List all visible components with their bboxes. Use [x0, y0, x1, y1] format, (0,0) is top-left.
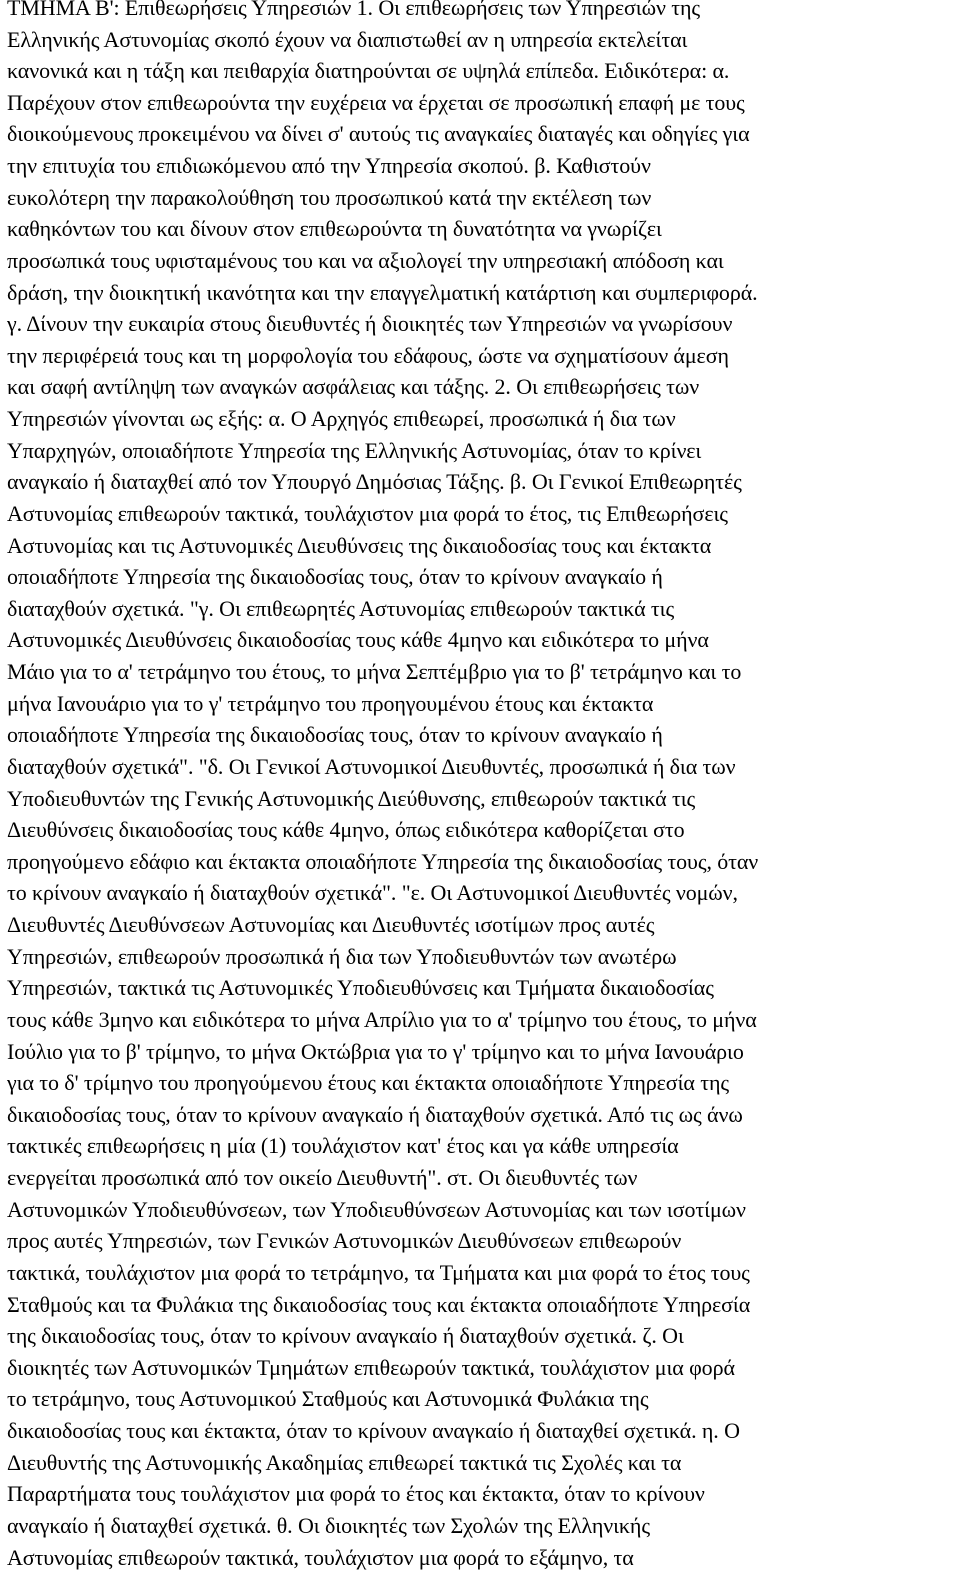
- text-line-2: Ελληνικής Αστυνομίας σκοπό έχουν να διαπιστωθεί αν η υπηρεσία εκτελείται: [7, 27, 688, 52]
- text-line-9: προσωπικά τους υφισταμένους του και να αξιολογεί την υπηρεσιακή απόδοση και: [7, 248, 724, 273]
- text-line-43: της δικαιοδοσίας τους, όταν το κρίνουν αναγκαίο ή διαταχθούν σχετικά. ζ. Οι: [7, 1323, 684, 1348]
- text-line-13: και σαφή αντίληψη των αναγκών ασφάλειας και τάξης. 2. Οι επιθεωρήσεις των: [7, 374, 700, 399]
- text-line-14: Υπηρεσιών γίνονται ως εξής: α. Ο Αρχηγός επιθεωρεί, προσωπικά ή δια των: [7, 406, 676, 431]
- text-line-8: καθηκόντων του και δίνουν στον επιθεωρούντα τη δυνατότητα να γνωρίζει: [7, 216, 662, 241]
- text-line-17: Αστυνομίας επιθεωρούν τακτικά, τουλάχιστον μια φορά το έτος, τις Επιθεωρήσεις: [7, 501, 728, 526]
- text-line-39: Αστυνομικών Υποδιευθύνσεων, των Υποδιευθύνσεων Αστυνομίας και των ισοτίμων: [7, 1197, 746, 1222]
- text-line-28: προηγούμενο εδάφιο και έκτακτα οποιαδήποτε Υπηρεσία της δικαιοδοσίας τους, όταν: [7, 849, 759, 874]
- text-line-20: διαταχθούν σχετικά. "γ. Οι επιθεωρητές Αστυνομίας επιθεωρούν τακτικά τις: [7, 596, 675, 621]
- text-line-42: Σταθμούς και τα Φυλάκια της δικαιοδοσίας τους και έκτακτα οποιαδήποτε Υπηρεσία: [7, 1292, 751, 1317]
- text-line-29: το κρίνουν αναγκαίο ή διαταχθούν σχετικά". "ε. Οι Αστυνομικοί Διευθυντές νομών,: [7, 880, 738, 905]
- text-line-48: Παραρτήματα τους τουλάχιστον μια φορά το έτος και έκτακτα, όταν το κρίνουν: [7, 1481, 705, 1506]
- text-line-19: οποιαδήποτε Υπηρεσία της δικαιοδοσίας τους, όταν το κρίνουν αναγκαίο ή: [7, 564, 663, 589]
- text-line-49: αναγκαίο ή διαταχθεί σχετικά. θ. Οι διοικητές των Σχολών της Ελληνικής: [7, 1513, 650, 1538]
- text-line-12: την περιφέρειά τους και τη μορφολογία του εδάφους, ώστε να σχηματίσουν άμεση: [7, 343, 729, 368]
- text-line-16: αναγκαίο ή διαταχθεί από τον Υπουργό Δημόσιας Τάξης. β. Οι Γενικοί Επιθεωρητές: [7, 469, 742, 494]
- text-line-37: τακτικές επιθεωρήσεις η μία (1) τουλάχιστον κατ' έτος και γα κάθε υπηρεσία: [7, 1133, 679, 1158]
- text-line-46: δικαιοδοσίας τους και έκτακτα, όταν το κρίνουν αναγκαίο ή διαταχθεί σχετικά. η. Ο: [7, 1418, 740, 1443]
- text-line-22: Μάιο για το α' τετράμηνο του έτους, το μήνα Σεπτέμβριο για το β' τετράμηνο και το: [7, 659, 742, 684]
- text-line-25: διαταχθούν σχετικά". "δ. Οι Γενικοί Αστυνομικοί Διευθυντές, προσωπικά ή δια των: [7, 754, 736, 779]
- text-line-31: Υπηρεσιών, επιθεωρούν προσωπικά ή δια των Υποδιευθυντών των ανωτέρω: [7, 944, 677, 969]
- text-line-38: ενεργείται προσωπικά από τον οικείο Διευθυντή". στ. Οι διευθυντές των: [7, 1165, 638, 1190]
- text-line-32: Υπηρεσιών, τακτικά τις Αστυνομικές Υποδιευθύνσεις και Τμήματα δικαιοδοσίας: [7, 975, 714, 1000]
- text-line-11: γ. Δίνουν την ευκαιρία στους διευθυντές ή διοικητές των Υπηρεσιών να γνωρίσουν: [7, 311, 733, 336]
- text-line-44: διοικητές των Αστυνομικών Τμημάτων επιθεωρούν τακτικά, τουλάχιστον μια φορά: [7, 1355, 735, 1380]
- text-line-1: ΤΜΗΜΑ Β': Επιθεωρήσεις Υπηρεσιών 1. Οι επιθεωρήσεις των Υπηρεσιών της: [7, 0, 700, 20]
- text-line-45: το τετράμηνο, τους Αστυνομικού Σταθμούς και Αστυνομικά Φυλάκια της: [7, 1386, 649, 1411]
- text-line-50: Αστυνομίας επιθεωρούν τακτικά, τουλάχιστον μια φορά το εξάμηνο, τα: [7, 1545, 634, 1570]
- text-line-24: οποιαδήποτε Υπηρεσία της δικαιοδοσίας τους, όταν το κρίνουν αναγκαίο ή: [7, 722, 663, 747]
- text-line-7: ευκολότερη την παρακολούθηση του προσωπικού κατά την εκτέλεση των: [7, 185, 652, 210]
- text-line-5: διοικούμενους προκειμένου να δίνει σ' αυτούς τις αναγκαίες διαταγές και οδηγίες για: [7, 121, 750, 146]
- text-line-36: δικαιοδοσίας τους, όταν το κρίνουν αναγκαίο ή διαταχθούν σχετικά. Από τις ως άνω: [7, 1102, 743, 1127]
- text-line-41: τακτικά, τουλάχιστον μια φορά το τετράμηνο, τα Τμήματα και μια φορά το έτος τους: [7, 1260, 750, 1285]
- text-line-6: την επιτυχία του επιδιωκόμενου από την Υπηρεσία σκοπού. β. Καθιστούν: [7, 153, 651, 178]
- text-line-27: Διευθύνσεις δικαιοδοσίας τους κάθε 4μηνο, όπως ειδικότερα καθορίζεται στο: [7, 817, 685, 842]
- text-line-40: προς αυτές Υπηρεσιών, των Γενικών Αστυνομικών Διευθύνσεων επιθεωρούν: [7, 1228, 682, 1253]
- text-line-47: Διευθυντής της Αστυνομικής Ακαδημίας επιθεωρεί τακτικά τις Σχολές και τα: [7, 1450, 682, 1475]
- text-line-23: μήνα Ιανουάριο για το γ' τετράμηνο του προηγουμένου έτους και έκτακτα: [7, 691, 654, 716]
- text-line-18: Αστυνομίας και τις Αστυνομικές Διευθύνσεις της δικαιοδοσίας τους και έκτακτα: [7, 533, 712, 558]
- text-line-30: Διευθυντές Διευθύνσεων Αστυνομίας και Διευθυντές ισοτίμων προς αυτές: [7, 912, 655, 937]
- text-line-21: Αστυνομικές Διευθύνσεις δικαιοδοσίας τους κάθε 4μηνο και ειδικότερα το μήνα: [7, 627, 709, 652]
- text-line-10: δράση, την διοικητική ικανότητα και την επαγγελματική κατάρτιση και συμπεριφορά.: [7, 280, 758, 305]
- text-line-3: κανονικά και η τάξη και πειθαρχία διατηρούνται σε υψηλά επίπεδα. Ειδικότερα: α.: [7, 58, 730, 83]
- text-line-34: Ιούλιο για το β' τρίμηνο, το μήνα Οκτώβρια για το γ' τρίμηνο και το μήνα Ιανουάριο: [7, 1039, 744, 1064]
- text-line-33: τους κάθε 3μηνο και ειδικότερα το μήνα Απρίλιο για το α' τρίμηνο του έτους, το μήνα: [7, 1007, 757, 1032]
- text-line-15: Υπαρχηγών, οποιαδήποτε Υπηρεσία της Ελληνικής Αστυνομίας, όταν το κρίνει: [7, 438, 702, 463]
- text-line-4: Παρέχουν στον επιθεωρούντα την ευχέρεια να έρχεται σε προσωπική επαφή με τους: [7, 90, 745, 115]
- text-line-26: Υποδιευθυντών της Γενικής Αστυνομικής Διεύθυνσης, επιθεωρούν τακτικά τις: [7, 786, 696, 811]
- text-line-35: για το δ' τρίμηνο του προηγούμενου έτους και έκτακτα οποιαδήποτε Υπηρεσία της: [7, 1070, 729, 1095]
